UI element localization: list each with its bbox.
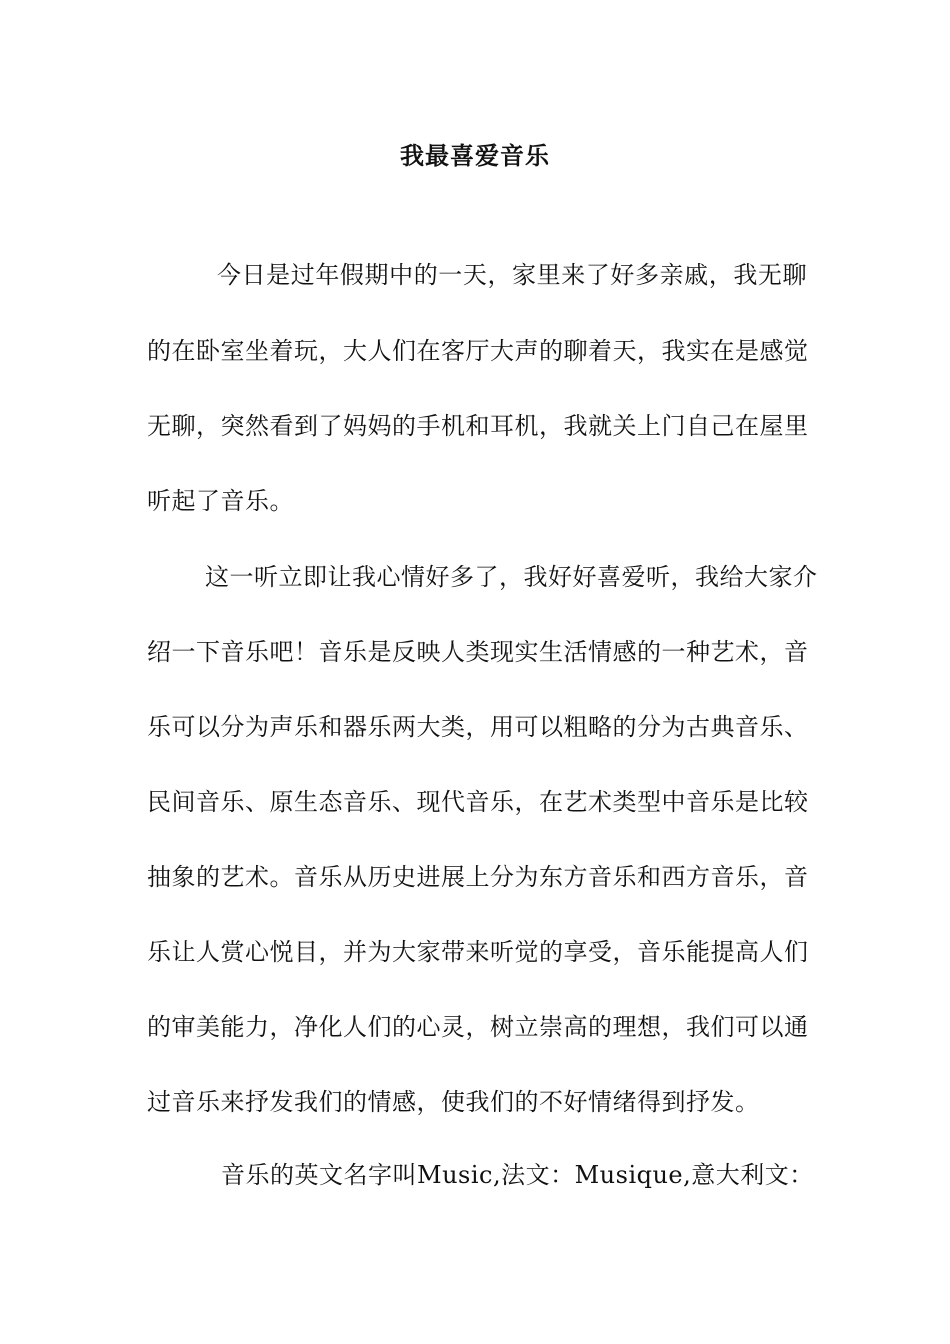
paragraph-line: 的审美能力，净化人们的心灵，树立崇高的理想，我们可以通 — [147, 1013, 809, 1041]
paragraph-line: 的在卧室坐着玩，大人们在客厅大声的聊着天，我实在是感觉 — [147, 337, 809, 365]
document-title: 我最喜爱音乐 — [400, 141, 550, 170]
paragraph-line: 这一听立即让我心情好多了，我好好喜爱听，我给大家介 — [205, 563, 818, 591]
paragraph-line: 乐让人赏心悦目，并为大家带来听觉的享受，音乐能提高人们 — [147, 938, 809, 966]
paragraph-line: 民间音乐、原生态音乐、现代音乐，在艺术类型中音乐是比较 — [147, 788, 809, 816]
paragraph-line: 过音乐来抒发我们的情感，使我们的不好情绪得到抒发。 — [147, 1088, 760, 1116]
paragraph-line: 听起了音乐。 — [147, 487, 294, 515]
paragraph-line: 抽象的艺术。音乐从历史进展上分为东方音乐和西方音乐，音 — [147, 863, 809, 891]
paragraph-line: 绍一下音乐吧！音乐是反映人类现实生活情感的一种艺术，音 — [147, 638, 809, 666]
paragraph-line: 音乐的英文名字叫Music,法文：Musique,意大利文： — [221, 1161, 814, 1189]
paragraph-line: 今日是过年假期中的一天，家里来了好多亲戚，我无聊 — [217, 261, 807, 289]
paragraph-line: 无聊，突然看到了妈妈的手机和耳机，我就关上门自己在屋里 — [147, 412, 809, 440]
paragraph-line: 乐可以分为声乐和器乐两大类，用可以粗略的分为古典音乐、 — [147, 713, 809, 741]
